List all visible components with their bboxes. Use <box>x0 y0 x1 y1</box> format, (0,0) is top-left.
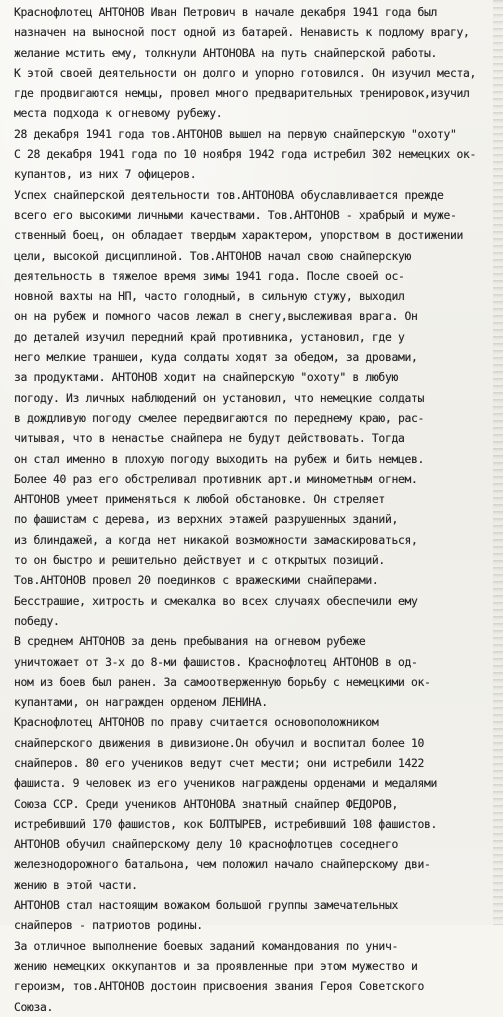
text-line: победу. <box>14 613 60 628</box>
text-line: он стал именно в плохую погоду выходить на рубеж и бить немцев. <box>14 451 424 466</box>
text-line: снайперов - патриотов родины. <box>14 918 203 933</box>
text-line: Краснофлотец АНТОНОВ по праву считается основоположником <box>14 715 379 730</box>
text-line: Успех снайперской деятельности тов.АНТОНОВА обуславливается прежде <box>14 187 444 202</box>
text-line: уничтожает от 3-х до 8-ми фашистов. Краснофлотец АНТОНОВ в од- <box>14 654 418 669</box>
text-line: Краснофлотец АНТОНОВ Иван Петрович в начале декабря 1941 года был <box>14 5 438 19</box>
text-line: всего его высокими личными качествами. Тов.АНТОНОВ - храбрый и муже- <box>14 207 457 222</box>
text-line: Союза ССР. Среди учеников АНТОНОВА знатный снайпер ФЕДОРОВ, <box>14 796 398 811</box>
text-line: до деталей изучил передний край противника, установил, где у <box>14 329 405 344</box>
text-line: погоду. Из личных наблюдений он установил, что немецкие солдаты <box>14 390 424 405</box>
text-line: ственный боец, он обладает твердым характером, упорством в достижении <box>14 228 464 243</box>
text-line: Более 40 раз его обстреливал противник арт.и минометным огнем. <box>14 471 418 486</box>
text-line: за продуктами. АНТОНОВ ходит на снайперскую "охоту" в любую <box>14 370 398 385</box>
text-line: желание мстить ему, толкнули АНТОНОВА на путь снайперской работы. <box>14 45 438 60</box>
text-line: В среднем АНТОНОВ за день пребывания на огневом рубеже <box>14 634 366 649</box>
text-line: по фашистам с дерева, из верхних этажей разрушенных зданий, <box>14 512 398 527</box>
text-line: новной вахты на НП, часто голодный, в сильную стужу, выходил <box>14 289 405 304</box>
text-line: снайперского движения в дивизионе.Он обучил и воспитал более 10 <box>14 735 424 750</box>
text-line: деятельность в тяжелое время зимы 1941 года. После своей ос- <box>14 268 405 283</box>
document-text <box>14 2 496 1017</box>
text-line: жению в этой части. <box>14 877 138 892</box>
text-line: из блиндажей, а когда нет никакой возможности замаскироваться, <box>14 532 418 547</box>
text-line: истребивший 170 фашистов, кок БОЛТЫРЕВ, истребивший 108 фашистов. <box>14 816 438 831</box>
text-line: него мелкие траншеи, куда солдаты ходят за обедом, за дровами, <box>14 350 418 365</box>
text-line: За отличное выполнение боевых заданий командования по унич- <box>14 938 398 953</box>
text-line: АНТОНОВ стал настоящим вожаком большой группы замечательных <box>14 898 398 913</box>
text-line: цели, высокой дисциплиной. Тов.АНТОНОВ начал свою снайперскую <box>14 248 411 263</box>
text-line: читывая, что в ненастье снайпера не будут действовать. Тогда <box>14 431 405 446</box>
text-line: С 28 декабря 1941 года по 10 ноября 1942 года истребил 302 немецких ок- <box>14 147 477 162</box>
text-line: железнодорожного батальона, чем положил начало снайперскому дви- <box>14 857 431 872</box>
text-line: где продвигаются немцы, провел много предварительных тренировок,изучил <box>14 86 470 101</box>
text-line: АНТОНОВ обучил снайперскому делу 10 краснофлотцев соседнего <box>14 837 398 852</box>
text-line: 28 декабря 1941 года тов.АНТОНОВ вышел на первую снайперскую "охоту" <box>14 126 457 141</box>
text-line: К этой своей деятельности он долго и упорно готовился. Он изучил места, <box>14 65 477 80</box>
text-line: снайперов. 80 его учеников ведут счет мести; они истребили 1422 <box>14 755 424 770</box>
text-line: купантов, из них 7 офицеров. <box>14 167 197 182</box>
text-line: Бесстрашие, хитрость и смекалка во всех случаях обеспечили ему <box>14 593 418 608</box>
text-line: купантами, он награжден орденом ЛЕНИНА. <box>14 695 268 710</box>
text-line: фашиста. 9 человек из его учеников награждены орденами и медалями <box>14 776 438 791</box>
text-line: Союза. <box>14 999 54 1014</box>
text-line: АНТОНОВ умеет применяться к любой обстановке. Он стреляет <box>14 492 385 507</box>
text-line: назначен на выносной пост одной из батарей. Ненависть к подлому врагу, <box>14 25 470 40</box>
text-line: героизм, тов.АНТОНОВ достоин присвоения звания Героя Советского <box>14 979 424 994</box>
text-line: то он быстро и решительно действует и с открытых позиций. <box>14 553 385 568</box>
text-line: жению немецких оккупантов и за проявленные при этом мужество и <box>14 958 418 973</box>
text-line: ном из боев был ранен. За самоотверженную борьбу с немецкими ок- <box>14 674 431 689</box>
text-line: в дождливую погоду смелее передвигаются по переднему краю, рас- <box>14 410 424 425</box>
text-line: Тов.АНТОНОВ провел 20 поединков с вражескими снайперами. <box>14 573 379 588</box>
text-line: он на рубеж и помного часов лежал в снегу,выслеживая врага. Он <box>14 309 418 324</box>
text-line: места подхода к огневому рубежу. <box>14 106 223 121</box>
